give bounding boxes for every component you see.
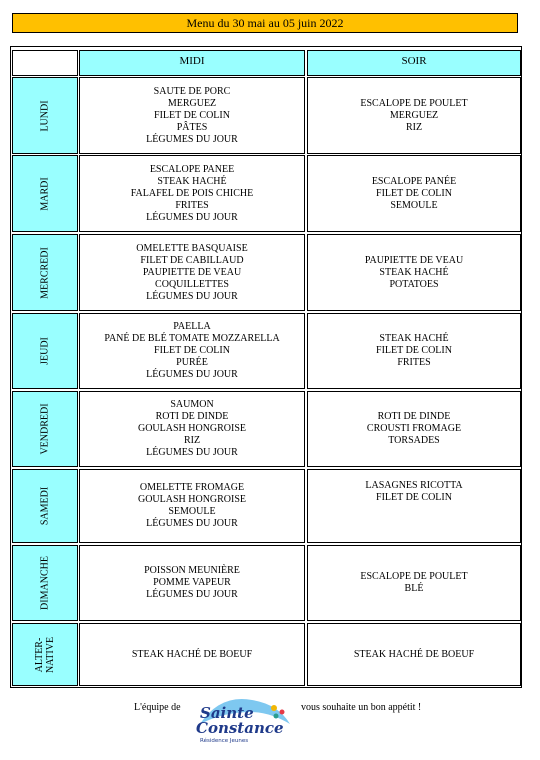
svg-text:Résidence Jeunes: Résidence Jeunes xyxy=(200,738,249,744)
dish-item: GOULASH HONGROISE xyxy=(137,423,247,434)
dish-item: FILET DE CABILLAUD xyxy=(140,254,244,266)
day-cell-alternative xyxy=(12,623,78,686)
dish-item: SAUMON xyxy=(170,399,214,410)
day-label: MERCREDI xyxy=(39,246,51,299)
meal-cell-alternative-midi xyxy=(79,623,305,686)
dish-item: PÂTES xyxy=(176,121,208,133)
footer-right-text: vous souhaite un bon appétit ! xyxy=(301,702,422,713)
dish-item: OMELETTE FROMAGE xyxy=(139,482,245,493)
dish-item: PURÉE xyxy=(176,357,208,368)
dish-item: FRITES xyxy=(397,357,431,368)
dish-item: OMELETTE BASQUAISE xyxy=(136,242,248,254)
dish-item: LÉGUMES DU JOUR xyxy=(146,518,238,529)
menu-table xyxy=(10,46,522,688)
day-label: SAMEDI xyxy=(39,486,51,526)
dish-item: GOULASH HONGROISE xyxy=(137,494,247,505)
svg-text:Sainte: Sainte xyxy=(200,704,254,722)
meal-cell-lundi-midi xyxy=(79,77,305,154)
meal-cell-lundi-soir xyxy=(307,77,521,154)
meal-cell-mardi-midi xyxy=(79,155,305,232)
dish-item: LÉGUMES DU JOUR xyxy=(146,447,238,458)
sainte-constance-logo xyxy=(190,694,298,746)
footer-left-text: L'équipe de xyxy=(134,702,181,713)
column-header-midi: MIDI xyxy=(79,50,305,76)
day-cell-mercredi xyxy=(12,234,78,311)
day-label xyxy=(34,636,56,672)
day-label: VENDREDI xyxy=(39,403,51,455)
meal-cell-samedi-midi xyxy=(79,469,305,543)
meal-cell-vendredi-midi xyxy=(79,391,305,467)
day-cell-dimanche xyxy=(12,545,78,621)
meal-cell-dimanche-midi xyxy=(79,545,305,621)
dish-item: SAUTE DE PORC xyxy=(153,85,231,97)
dish-item: LASAGNES RICOTTA xyxy=(365,480,463,491)
dish-item: LÉGUMES DU JOUR xyxy=(146,589,238,600)
meal-cell-jeudi-soir xyxy=(307,313,521,389)
dish-item: RIZ xyxy=(183,435,201,446)
dish-item: LÉGUMES DU JOUR xyxy=(146,211,238,223)
dish-item: STEAK HACHÉ DE BOEUF xyxy=(131,648,253,660)
day-label: JEUDI xyxy=(39,337,51,365)
meal-cell-mercredi-soir xyxy=(307,234,521,311)
dish-item: SEMOULE xyxy=(390,199,438,211)
meal-cell-jeudi-midi xyxy=(79,313,305,389)
dish-item: RIZ xyxy=(405,121,423,133)
meal-cell-vendredi-soir xyxy=(307,391,521,467)
day-cell-jeudi xyxy=(12,313,78,389)
day-cell-mardi xyxy=(12,155,78,232)
dish-item: ESCALOPE DE POULET xyxy=(360,97,468,109)
dish-item: STEAK HACHÉ xyxy=(379,333,449,344)
dish-item: ESCALOPE DE POULET xyxy=(360,571,468,582)
column-header-soir: SOIR xyxy=(307,50,521,76)
dish-item: TORSADES xyxy=(388,435,440,446)
day-label: MARDI xyxy=(39,176,51,211)
dish-item: STEAK HACHÉ xyxy=(157,175,227,187)
dish-item: MERGUEZ xyxy=(389,109,439,121)
corner-cell xyxy=(12,50,78,76)
dish-item: SEMOULE xyxy=(168,506,216,517)
day-label: DIMANCHE xyxy=(39,556,51,610)
footer xyxy=(0,694,540,746)
dish-item: POISSON MEUNIÈRE xyxy=(144,565,240,576)
dish-item: POMME VAPEUR xyxy=(153,577,231,588)
meal-cell-mardi-soir xyxy=(307,155,521,232)
dish-item: PAELLA xyxy=(173,321,211,332)
day-label-line: ALTER- xyxy=(34,637,45,672)
dish-item: FRITES xyxy=(175,199,209,211)
meal-cell-alternative-soir xyxy=(307,623,521,686)
dish-item: FILET DE COLIN xyxy=(376,345,452,356)
dish-item: LÉGUMES DU JOUR xyxy=(146,369,238,380)
svg-text:Constance: Constance xyxy=(196,719,284,737)
dish-item: STEAK HACHÉ DE BOEUF xyxy=(353,648,475,660)
dish-item: ESCALOPE PANÉE xyxy=(371,175,457,187)
day-cell-lundi xyxy=(12,77,78,154)
dish-item: FILET DE COLIN xyxy=(154,345,230,356)
meal-cell-samedi-soir xyxy=(307,469,521,543)
dish-item: CROUSTI FROMAGE xyxy=(366,423,462,434)
dish-item: POTATOES xyxy=(389,278,439,290)
dish-item: FALAFEL DE POIS CHICHE xyxy=(130,187,254,199)
dish-item: COQUILLETTES xyxy=(155,278,229,290)
meal-cell-mercredi-midi xyxy=(79,234,305,311)
dish-item: ESCALOPE PANEE xyxy=(149,163,235,175)
day-label-line: NATIVE xyxy=(45,636,56,673)
dish-item: BLÉ xyxy=(404,583,424,594)
dish-item: STEAK HACHÉ xyxy=(379,266,449,278)
dish-item: PAUPIETTE DE VEAU xyxy=(142,266,242,278)
dish-item: ROTI DE DINDE xyxy=(155,411,229,422)
day-cell-samedi xyxy=(12,469,78,543)
dish-item: FILET DE COLIN xyxy=(376,492,452,503)
dish-item: LÉGUMES DU JOUR xyxy=(146,133,238,145)
dish-item: FILET DE COLIN xyxy=(154,109,230,121)
dish-item: ROTI DE DINDE xyxy=(377,411,451,422)
dish-item: PANÉ DE BLÉ TOMATE MOZZARELLA xyxy=(104,333,280,344)
day-cell-vendredi xyxy=(12,391,78,467)
dish-item: MERGUEZ xyxy=(167,97,217,109)
day-label: LUNDI xyxy=(39,99,51,132)
dish-item: PAUPIETTE DE VEAU xyxy=(364,254,464,266)
meal-cell-dimanche-soir xyxy=(307,545,521,621)
menu-title: Menu du 30 mai au 05 juin 2022 xyxy=(12,13,518,33)
dish-item: LÉGUMES DU JOUR xyxy=(146,290,238,302)
dish-item: FILET DE COLIN xyxy=(376,187,452,199)
